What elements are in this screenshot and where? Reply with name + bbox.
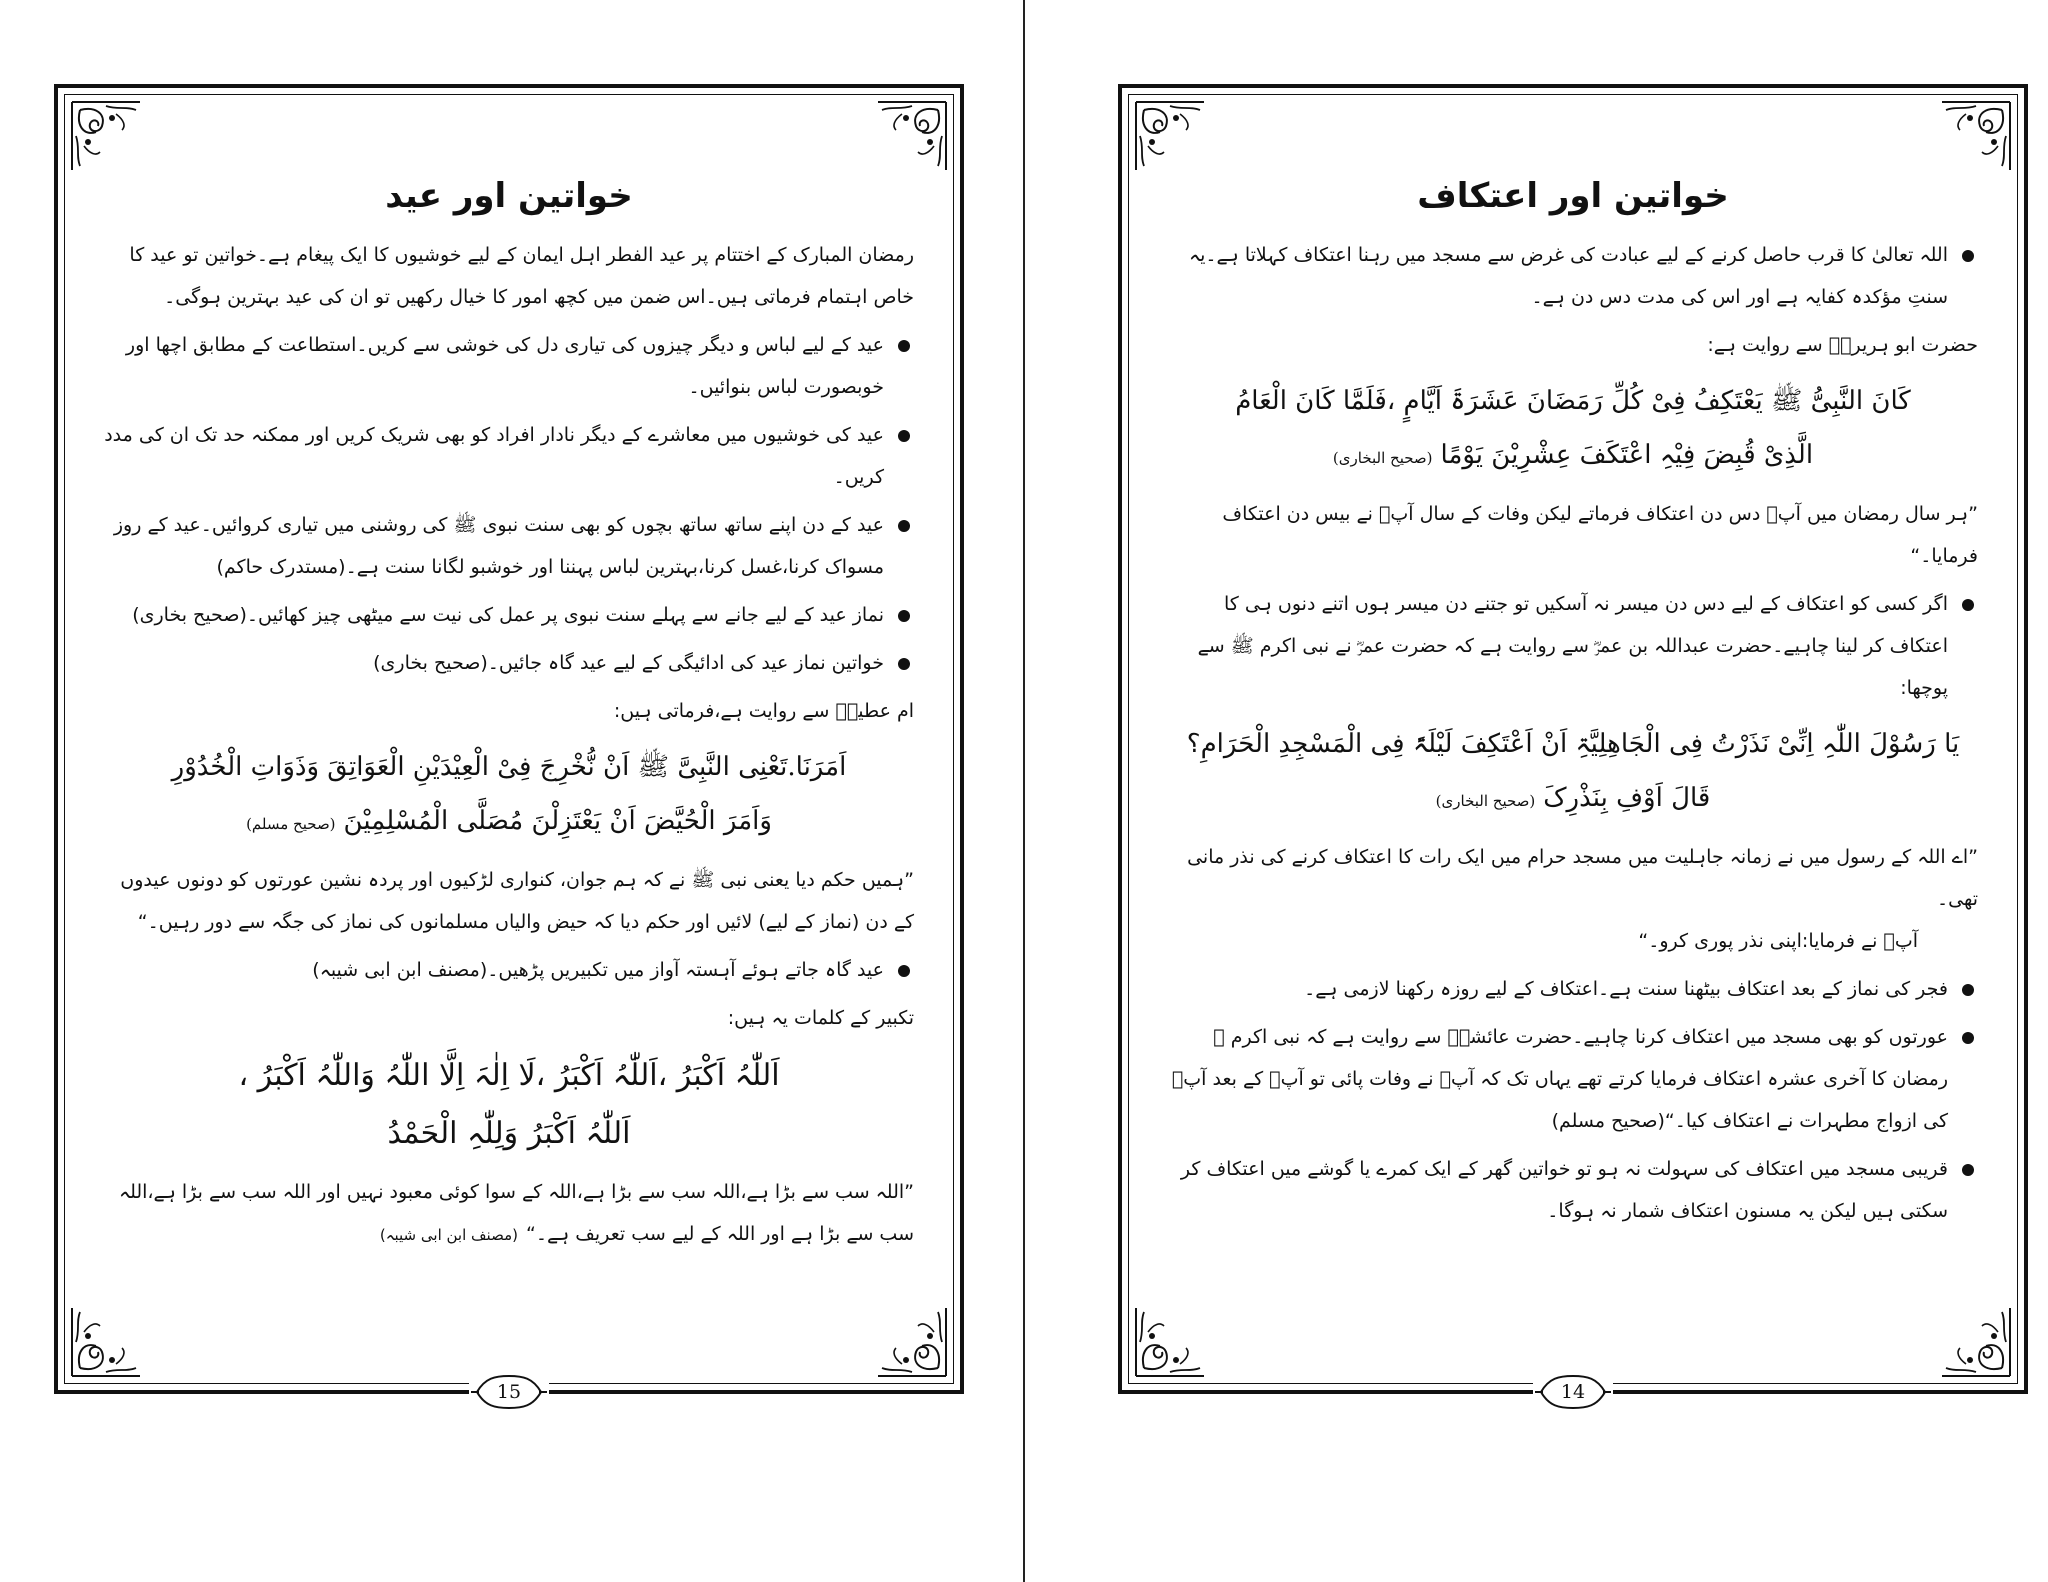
page-content <box>104 168 914 1330</box>
hadith-line-text: الَّذِیْ قُبِضَ فِیْہِ اعْتَکَفَ عِشْرِیْنَ یَوْمًا <box>1440 440 1814 470</box>
page-number <box>469 1372 549 1412</box>
list-item: عید کے دن اپنے ساتھ ساتھ بچوں کو بھی سنت نبوی ﷺ کی روشنی میں تیاری کروائیں۔عید کے روز مسواک کرنا،غسل کرنا،بہترین لباس پہننا اور خوشبو لگانا سنت ہے۔(مستدرک حاکم) <box>104 504 914 588</box>
list-item: عید گاہ جاتے ہوئے آہستہ آواز میں تکبیریں پڑھیں۔(مصنف ابن ابی شیبہ) <box>104 949 914 991</box>
takbeer-translation-text: ”اللہ سب سے بڑا ہے،اللہ سب سے بڑا ہے،اللہ کے سوا کوئی معبود نہیں اور اللہ سب سے بڑا ہے،اللہ سب سے بڑا ہے اور اللہ کے لیے سب تعریف ہے۔“ <box>118 1181 914 1245</box>
takbeer-intro: تکبیر کے کلمات یہ ہیں: <box>727 1007 914 1029</box>
hadith-line: اَمَرَنَا.تَعْنِی النَّبِیَّ ﷺ اَنْ نُّخْرِجَ فِیْ الْعِیْدَیْنِ الْعَوَاتِقَ وَذَوَاتِ الْخُدُوْرِ <box>171 752 847 782</box>
hadith-line: یَا رَسُوْلَ اللّٰہِ اِنِّیْ نَذَرْتُ فِی الْجَاھِلِیَّۃِ اَنْ اَعْتَکِفَ لَیْلَۃً فِی الْمَسْجِدِ الْحَرَامِ؟ <box>1186 729 1960 759</box>
page-number-label: 15 <box>496 1381 522 1403</box>
corner-ornament-icon <box>1130 96 1210 176</box>
hadith-text <box>1168 717 1978 828</box>
intro-paragraph: رمضان المبارک کے اختتام پر عید الفطر اہل ایمان کے لیے خوشیوں کا ایک پیغام ہے۔خواتین تو عید کا خاص اہتمام فرماتی ہیں۔اس ضمن میں کچھ امور کا خیال رکھیں تو ان کی عید بہترین ہوگی۔ <box>129 244 914 308</box>
hadith-line <box>1168 771 1978 828</box>
list-item: عورتوں کو بھی مسجد میں اعتکاف کرنا چاہیے۔حضرت عائشہؓ سے روایت ہے کہ نبی اکرم ﷺ رمضان کا آخری عشرہ اعتکاف فرمایا کرتے تھے یہاں تک کہ آپؐ نے وفات پائی تو آپؐ کے بعد آپؐ کی ازواج مطہرات نے اعتکاف کیا۔“(صحیح مسلم) <box>1168 1016 1978 1142</box>
takbeer-line: اَللّٰہُ اَکْبَرُ ،اَللّٰہُ اَکْبَرُ ،لَا اِلٰہَ اِلَّا اللّٰہُ وَاللّٰہُ اَکْبَرُ ، <box>238 1058 780 1093</box>
page-number-label: 14 <box>1560 1381 1586 1403</box>
takbeer-reference: (مصنف ابن ابی شیبہ) <box>379 1226 518 1244</box>
list-item: عید کے لیے لباس و دیگر چیزوں کی تیاری دل کی خوشی سے کریں۔استطاعت کے مطابق اچھا اور خوبصورت لباس بنوائیں۔ <box>104 324 914 408</box>
takbeer-text <box>104 1047 914 1163</box>
page-frame <box>54 84 964 1403</box>
hadith-line-text: قَالَ اَوْفِ بِنَذْرِکَ <box>1543 783 1711 813</box>
hadith-translation <box>1168 836 1978 962</box>
corner-ornament-icon <box>66 96 146 176</box>
list-item: عید کی خوشیوں میں معاشرے کے دیگر نادار افراد کو بھی شریک کریں اور ممکنہ حد تک ان کی مدد کریں۔ <box>104 414 914 498</box>
hadith-line <box>104 794 914 851</box>
takbeer-translation <box>104 1171 914 1256</box>
narration-intro: ام عطیہؓ سے روایت ہے،فرماتی ہیں: <box>613 700 914 722</box>
hadith-text <box>1168 374 1978 485</box>
list-item: خواتین نماز عید کی ادائیگی کے لیے عید گاہ جائیں۔(صحیح بخاری) <box>104 642 914 684</box>
corner-ornament-icon <box>872 1302 952 1382</box>
narration-intro: حضرت ابو ہریرہؓ سے روایت ہے: <box>1707 334 1978 356</box>
corner-ornament-icon <box>872 96 952 176</box>
hadith-line-text: وَاَمَرَ الْحُیَّضَ اَنْ یَعْتَزِلْنَ مُصَلَّی الْمُسْلِمِیْنَ <box>343 806 772 836</box>
list-item: اللہ تعالیٰ کا قرب حاصل کرنے کے لیے عبادت کی غرض سے مسجد میں رہنا اعتکاف کہلاتا ہے۔یہ سنتِ مؤکدہ کفایہ ہے اور اس کی مدت دس دن ہے۔ <box>1168 234 1978 318</box>
hadith-translation: ”ہر سال رمضان میں آپؐ دس دن اعتکاف فرماتے لیکن وفات کے سال آپؐ نے بیس دن اعتکاف فرمایا۔“ <box>1222 503 1978 567</box>
hadith-reference: (صحیح البخاری) <box>1332 449 1433 467</box>
corner-ornament-icon <box>1130 1302 1210 1382</box>
list-item: قریبی مسجد میں اعتکاف کی سہولت نہ ہو تو خواتین گھر کے ایک کمرے یا گوشے میں اعتکاف کر سکتی ہیں لیکن یہ مسنون اعتکاف شمار نہ ہوگا۔ <box>1168 1148 1978 1232</box>
takbeer-line: اَللّٰہُ اَکْبَرُ وَلِلّٰہِ الْحَمْدُ <box>387 1116 631 1151</box>
page-number <box>1533 1372 1613 1412</box>
hadith-reference: (صحیح البخاری) <box>1435 792 1536 810</box>
translation-line: ”اے اللہ کے رسول میں نے زمانہ جاہلیت میں مسجد حرام میں ایک رات کا اعتکاف کرنے کی نذر مانی تھی۔ <box>1187 846 1978 910</box>
translation-line: آپؐ نے فرمایا:اپنی نذر پوری کرو۔“ <box>1638 930 1918 952</box>
corner-ornament-icon <box>66 1302 146 1382</box>
page-frame <box>1118 84 2028 1403</box>
right-page <box>1025 0 2048 1582</box>
corner-ornament-icon <box>1936 1302 2016 1382</box>
hadith-line <box>1168 428 1978 485</box>
page-title: خواتین اور عید <box>385 176 633 216</box>
corner-ornament-icon <box>1936 96 2016 176</box>
list-item: اگر کسی کو اعتکاف کے لیے دس دن میسر نہ آسکیں تو جتنے دن میسر ہوں اتنے دنوں ہی کا اعتکاف کر لینا چاہیے۔حضرت عبداللہ بن عمرؓ سے روایت ہے کہ حضرت عمرؓ نے نبی اکرم ﷺ سے پوچھا: <box>1168 583 1978 709</box>
left-page <box>0 0 1023 1582</box>
hadith-text <box>104 740 914 851</box>
page-title: خواتین اور اعتکاف <box>1417 176 1729 216</box>
hadith-line: کَانَ النَّبِیُّ ﷺ یَعْتَکِفُ فِیْ کُلِّ رَمَضَانَ عَشَرَۃَ اَیَّامٍ ،فَلَمَّا کَانَ الْعَامُ <box>1235 386 1911 416</box>
hadith-translation: ”ہمیں حکم دیا یعنی نبی ﷺ نے کہ ہم جوان، کنواری لڑکیوں اور پردہ نشین عورتوں کو دونوں عیدوں کے دن (نماز کے لیے) لائیں اور حکم دیا کہ حیض والیاں مسلمانوں کی نماز کی جگہ سے دور رہیں۔“ <box>120 869 914 933</box>
page-content <box>1168 168 1978 1330</box>
list-item: نماز عید کے لیے جانے سے پہلے سنت نبوی پر عمل کی نیت سے میٹھی چیز کھائیں۔(صحیح بخاری) <box>104 594 914 636</box>
list-item: فجر کی نماز کے بعد اعتکاف بیٹھنا سنت ہے۔اعتکاف کے لیے روزہ رکھنا لازمی ہے۔ <box>1168 968 1978 1010</box>
hadith-reference: (صحیح مسلم) <box>246 815 336 833</box>
